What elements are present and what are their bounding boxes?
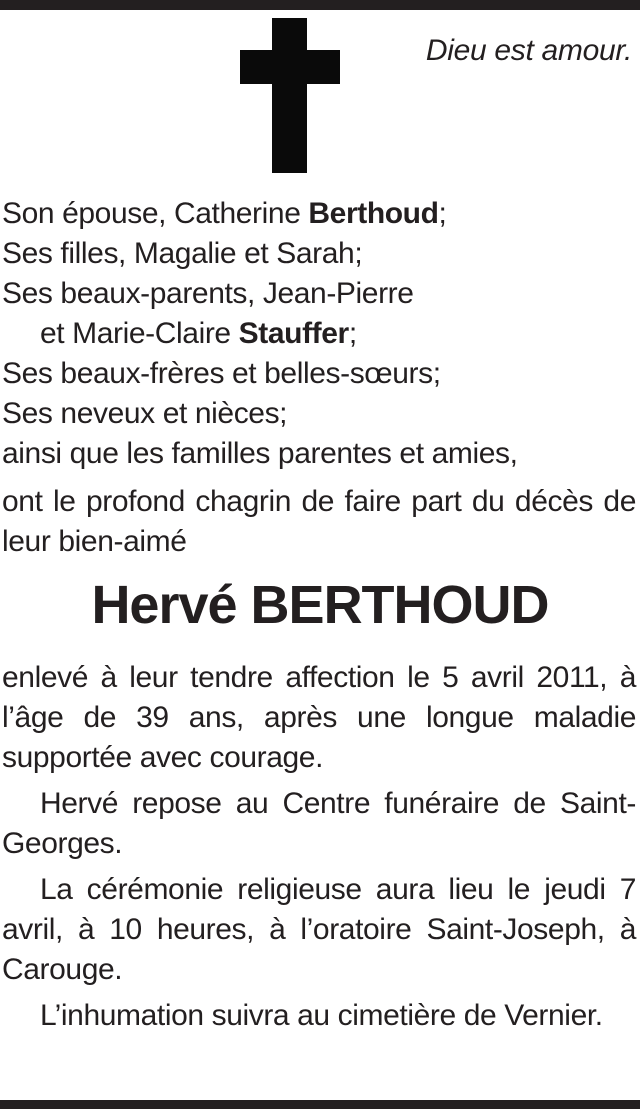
spouse-punct: ;: [438, 197, 447, 230]
family-line-daughters: Ses filles, Magalie et Sarah;: [2, 237, 363, 270]
ceremony-paragraph: La cérémonie religieuse aura lieu le jeudi 7 avril, à 10 heures, à l’oratoire Saint-Joseph, à Carouge.: [2, 873, 636, 986]
family-line-parents-in-law: Ses beaux-parents, Jean-Pierre: [2, 277, 414, 310]
parents-in-law-text: et Marie-Claire: [40, 317, 239, 350]
burial-paragraph: L’inhumation suivra au cimetière de Vernier.: [40, 999, 603, 1032]
family-list: [2, 194, 636, 474]
details-section: [2, 658, 636, 1042]
cross-horizontal-bar: [240, 50, 340, 84]
death-paragraph: enlevé à leur tendre affection le 5 avril 2011, à l’âge de 39 ans, après une longue maladie supportée avec courage.: [2, 661, 636, 774]
family-line-nephews-nieces: Ses neveux et nièces;: [2, 397, 288, 430]
family-line-relatives: ainsi que les familles parentes et amies,: [2, 437, 518, 470]
deceased-name: Hervé BERTHOUD: [91, 575, 549, 635]
spouse-surname: Berthoud: [308, 197, 439, 230]
cross-vertical-bar: [272, 18, 307, 173]
parents-in-law-surname: Stauffer: [238, 317, 349, 350]
announcement-text: ont le profond chagrin de faire part du décès de leur bien-aimé: [2, 485, 636, 558]
family-line-parents-in-law-cont: [2, 314, 636, 354]
spouse-text: Son épouse, Catherine: [2, 197, 309, 230]
cross-icon: [240, 18, 340, 173]
top-border-rule: [0, 0, 640, 10]
family-line-spouse: [2, 194, 636, 234]
parents-in-law-punct: ;: [348, 317, 357, 350]
rest-paragraph: Hervé repose au Centre funéraire de Saint-Georges.: [2, 787, 636, 860]
family-line-siblings-in-law: Ses beaux-frères et belles-sœurs;: [2, 357, 441, 390]
bottom-border-rule: [0, 1100, 640, 1109]
motto: Dieu est amour.: [425, 34, 632, 67]
